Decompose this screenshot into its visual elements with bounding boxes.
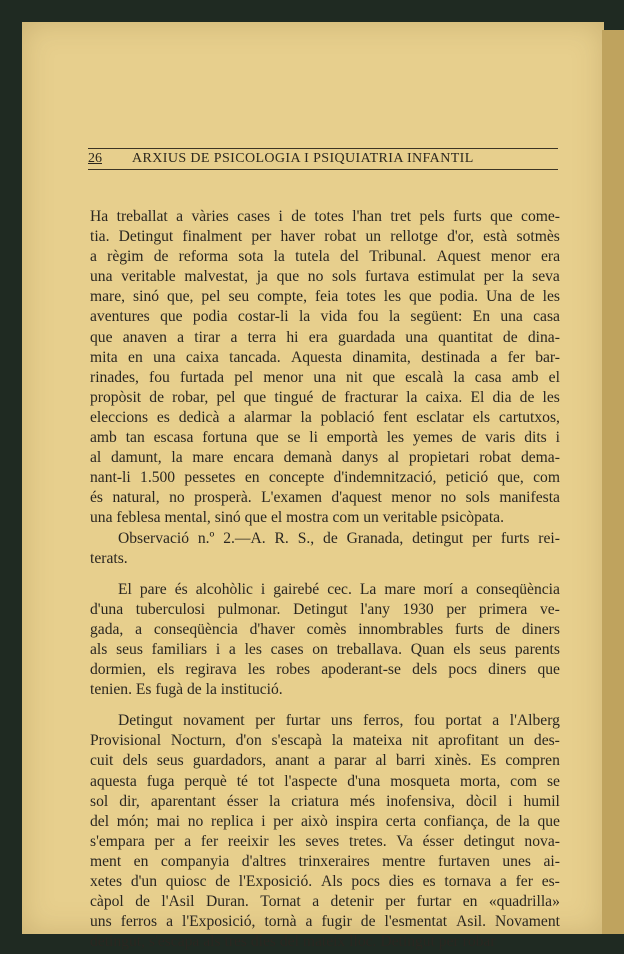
text-line: nant-li 1.500 pessetes en concepte d'indemnització, petició que, com <box>90 469 560 487</box>
text-line: del món; mai no replica i per això inspira certa confiança, de la que <box>90 812 560 830</box>
text-line: gada, a conseqüència d'haver comès innombrables furts de diners <box>90 620 560 638</box>
text-line: una veritable malvestat, ja que no sols furtava estimulat per la seva <box>90 268 560 286</box>
paragraph <box>90 529 560 569</box>
text-line: eleccions es dedicà a alarmar la població fent esclatar els cartutxos, <box>90 408 560 426</box>
text-line: mita en una caixa tancada. Aquesta dinamita, destinada a fer bar- <box>90 348 560 366</box>
text-line: cuit dels seus guardadors, anant a parar al barri xinès. Es compren <box>90 752 560 770</box>
text-line: una feblesa mental, sinó que el mostra com un veritable psicòpata. <box>90 509 504 527</box>
text-line: Observació n.º 2.—A. R. S., de Granada, detingut per furts rei- <box>118 529 560 547</box>
header-rule <box>88 169 558 170</box>
text-line: mare, sinó que, pel seu compte, feia totes les que podia. Una de les <box>90 288 560 306</box>
running-header <box>88 148 558 170</box>
text-line: xetes d'un quiosc de l'Exposició. Als pocs dies es tornava a fer es- <box>90 873 560 890</box>
page-number: 26 <box>88 151 102 166</box>
paragraph <box>90 207 560 529</box>
text-line: al damunt, la mare encara demanà danys al propietari robat dema- <box>90 449 560 467</box>
text-line: dormien, els regirava les robes apoderant-se dels pocs diners que <box>90 661 560 679</box>
text-line: és natural, no prosperà. L'examen d'aquest menor no sols manifesta <box>90 489 560 507</box>
text-line: propòsit de robar, pel que tingué de fracturar la caixa. El dia de les <box>90 388 560 406</box>
text-line: El pare és alcohòlic i gairebé cec. La mare morí a conseqüència <box>118 580 560 598</box>
body-text <box>90 207 560 952</box>
text-line: uns ferros a l'Exposició, tornà a fugir de l'esmentat Asil. Novament <box>90 913 560 931</box>
paragraph <box>90 580 560 701</box>
text-line: que anaven a tirar a terra hi era guardada una quantitat de dina- <box>90 328 560 346</box>
text-line: Detingut novament per furtar uns ferros, fou portat a l'Alberg <box>118 712 560 730</box>
paragraph-gap <box>90 569 560 580</box>
text-line: a règim de reforma sota la tutela del Tribunal. Aquest menor era <box>90 248 560 266</box>
text-line: Ha treballat a vàries cases i de totes l'han tret pels furts que come- <box>90 208 560 225</box>
text-line: rinades, fou furtada pel menor una nit que escalà la casa amb el <box>90 368 560 386</box>
page-edge <box>602 30 624 934</box>
text-line: ment en companyia d'altres trinxeraires mentre furtaven unes ai- <box>90 852 560 870</box>
text-line: amb tan escasa fortuna que se li emportà les yemes de varis dits i <box>90 429 560 447</box>
text-line: als seus familiars i a les cases on treballava. Quan els seus parents <box>90 640 560 658</box>
text-line: Provisional Nocturn, d'on s'escapà la mateixa nit aprofitant un des- <box>90 732 560 750</box>
text-line: aventures que podia costar-li la vida fou la següent: En una casa <box>90 308 560 326</box>
text-line: s'empara per a fer reeixir les seves tretes. Va ésser detingut nova- <box>90 832 560 850</box>
paragraph <box>90 711 560 952</box>
text-line: tenien. Es fugà de la institució. <box>90 681 283 699</box>
text-line: sol dir, aparentant ésser la criatura més inofensiva, dòcil i humil <box>90 792 560 810</box>
text-line: aquesta fuga perquè té tot l'aspecte d'una mosqueta morta, com se <box>90 772 560 790</box>
running-title: ARXIUS DE PSICOLOGIA I PSIQUIATRIA INFANTIL <box>132 151 474 166</box>
text-line: càpol de l'Asil Duran. Tornat a detenir per furtar en «quadrilla» <box>90 893 560 911</box>
text-line: detingut, s'escapa als tres dies del mateix lloc. Detingut per robar <box>90 933 496 951</box>
text-line: d'una tuberculosi pulmonar. Detingut l'any 1930 per primera ve- <box>90 600 560 618</box>
text-line: tia. Detingut finalment per haver robat un rellotge d'or, està sotmès <box>90 228 560 246</box>
text-line: terats. <box>90 549 128 567</box>
paragraph-gap <box>90 700 560 711</box>
